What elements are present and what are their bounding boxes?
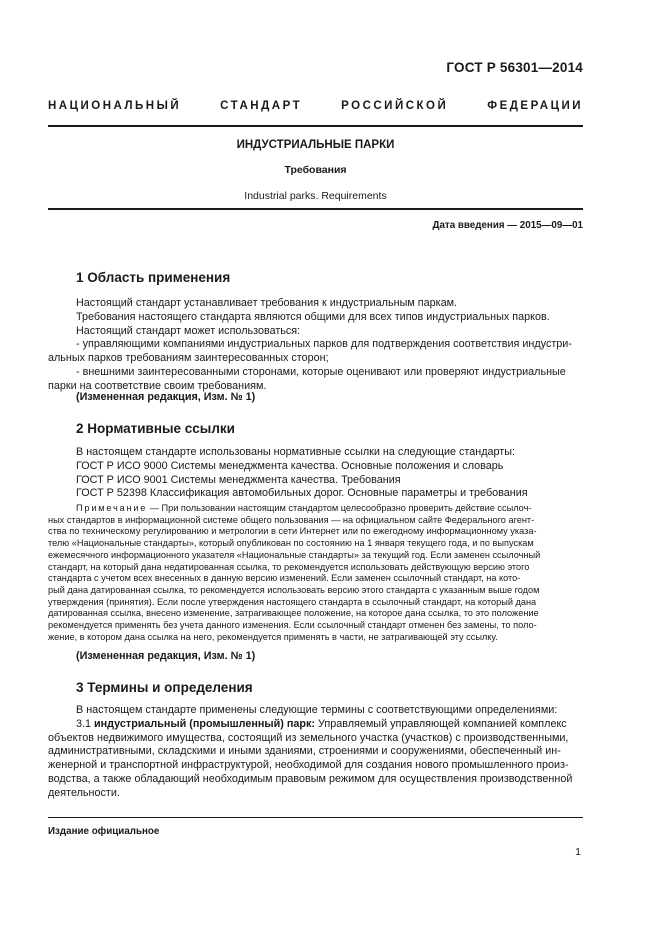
section-2-heading: 2 Нормативные ссылки (76, 421, 235, 436)
text-line: водства, а также обладающий необходимым правовым режимом для осуществления производственной (48, 772, 573, 785)
section-2-body (48, 446, 583, 501)
text-line: Требования настоящего стандарта являются общими для всех типов индустриальных парков. (76, 310, 550, 323)
text-line: - внешними заинтересованными сторонами, которые оценивают или проверяют индустриальные (76, 365, 566, 378)
text-line: парки на соответствие своим требованиям. (48, 379, 267, 392)
text-line: ГОСТ Р 52398 Классификация автомобильных дорог. Основные параметры и требования (76, 487, 528, 500)
section-1-heading: 1 Область применения (76, 270, 231, 285)
document-subtitle: Требования (284, 164, 347, 176)
note-label: Примечание (76, 503, 148, 513)
document-title-english: Industrial parks. Requirements (244, 190, 387, 202)
section-1-body (48, 297, 583, 394)
text-line: ГОСТ Р ИСО 9001 Системы менеджмента качества. Требования (76, 473, 401, 486)
introduction-date: Дата введения — 2015—09—01 (432, 220, 583, 231)
title-divider (48, 208, 583, 210)
official-edition-label: Издание официальное (48, 826, 160, 837)
text-line: женерной и транспортной инфраструктурой, необходимой для создания нового промышленного произ- (48, 759, 569, 772)
text-line: деятельности. (48, 786, 120, 799)
top-divider (48, 125, 583, 127)
text-line: В настоящем стандарте использованы нормативные ссылки на следующие стандарты: (76, 446, 515, 458)
text-line: - управляющими компаниями индустриальных парков для подтверждения соответствия индустри- (76, 338, 572, 351)
text-line: ГОСТ Р ИСО 9000 Системы менеджмента качества. Основные положения и словарь (76, 459, 504, 472)
term-name: индустриальный (промышленный) парк: (94, 717, 316, 730)
note-line: стандарт, на который дана недатированная ссылка, то рекомендуется использовать действующую версию этого (48, 561, 530, 572)
text-line: Настоящий стандарт может использоваться: (76, 324, 301, 337)
text-line: альных парков требованиям заинтересованных сторон; (48, 352, 329, 365)
note-line: датированная ссылка, внесено изменение, затрагивающее положение, на которое дана ссылка, то это положение (48, 608, 539, 619)
text-line: административными, складскими и иными зданиями, строениями и сооружениями, обеспеченный ин- (48, 745, 561, 758)
section-3-heading: 3 Термины и определения (76, 680, 253, 695)
national-standard-banner: НАЦИОНАЛЬНЫЙ СТАНДАРТ РОССИЙСКОЙ ФЕДЕРАЦИИ (48, 100, 583, 112)
note-line: телю «Национальные стандарты», который опубликован по состоянию на 1 января текущего года, и по выпускам (48, 538, 534, 549)
note-first-text: — При пользовании настоящим стандартом целесообразно проверить действие ссылоч- (147, 503, 532, 513)
note-line: ных стандартов в информационной системе общего пользования — на официальном сайте Федерального агент- (48, 514, 535, 525)
footer-divider (48, 817, 583, 818)
text-line: В настоящем стандарте применены следующие термины с соответствующими определениями: (76, 704, 558, 716)
text-line: Настоящий стандарт устанавливает требования к индустриальным паркам. (76, 297, 458, 309)
note-first-line (48, 503, 583, 515)
section-1-amendment: (Измененная редакция, Изм. № 1) (76, 391, 256, 403)
term-definition-start: Управляемый управляющей компанией комплекс (315, 717, 567, 730)
note-line: жение, в котором дана ссылка на него, рекомендуется применять в части, не затрагивающей эту ссылку. (48, 631, 498, 642)
note-line: рекомендуется применять без учета данного изменения. Если ссылочный стандарт отменен без замены, то поло- (48, 620, 537, 631)
section-2-note (48, 503, 583, 643)
note-line: ства по техническому регулированию и метрологии в сети Интернет или по ежегодному информационному указа- (48, 526, 537, 537)
note-line: ежемесячного информационного указателя «Национальные стандарты» за текущий год. Если заменен ссылочный (48, 549, 541, 560)
note-line: утверждения (принятия). Если после утверждения настоящего стандарта в ссылочный стандарт, на который дана (48, 596, 537, 607)
section-3-body (48, 704, 583, 801)
note-line: рый дана датированная ссылка, то рекомендуется использовать версию этого стандарта с указанным выше годом (48, 584, 540, 595)
note-line: стандарта с учетом всех внесенных в данную версию изменений. Если заменен ссылочный стандарт, на кото- (48, 573, 521, 584)
term-number: 3.1 (76, 717, 95, 730)
text-line: объектов недвижимого имущества, состоящий из земельного участка (участков) с производственными, (48, 731, 569, 744)
page-number: 1 (575, 846, 581, 858)
standard-number: ГОСТ Р 56301—2014 (446, 60, 583, 75)
section-2-amendment: (Измененная редакция, Изм. № 1) (76, 650, 256, 662)
term-definition-first-line (48, 718, 583, 732)
document-title: ИНДУСТРИАЛЬНЫЕ ПАРКИ (236, 139, 395, 151)
